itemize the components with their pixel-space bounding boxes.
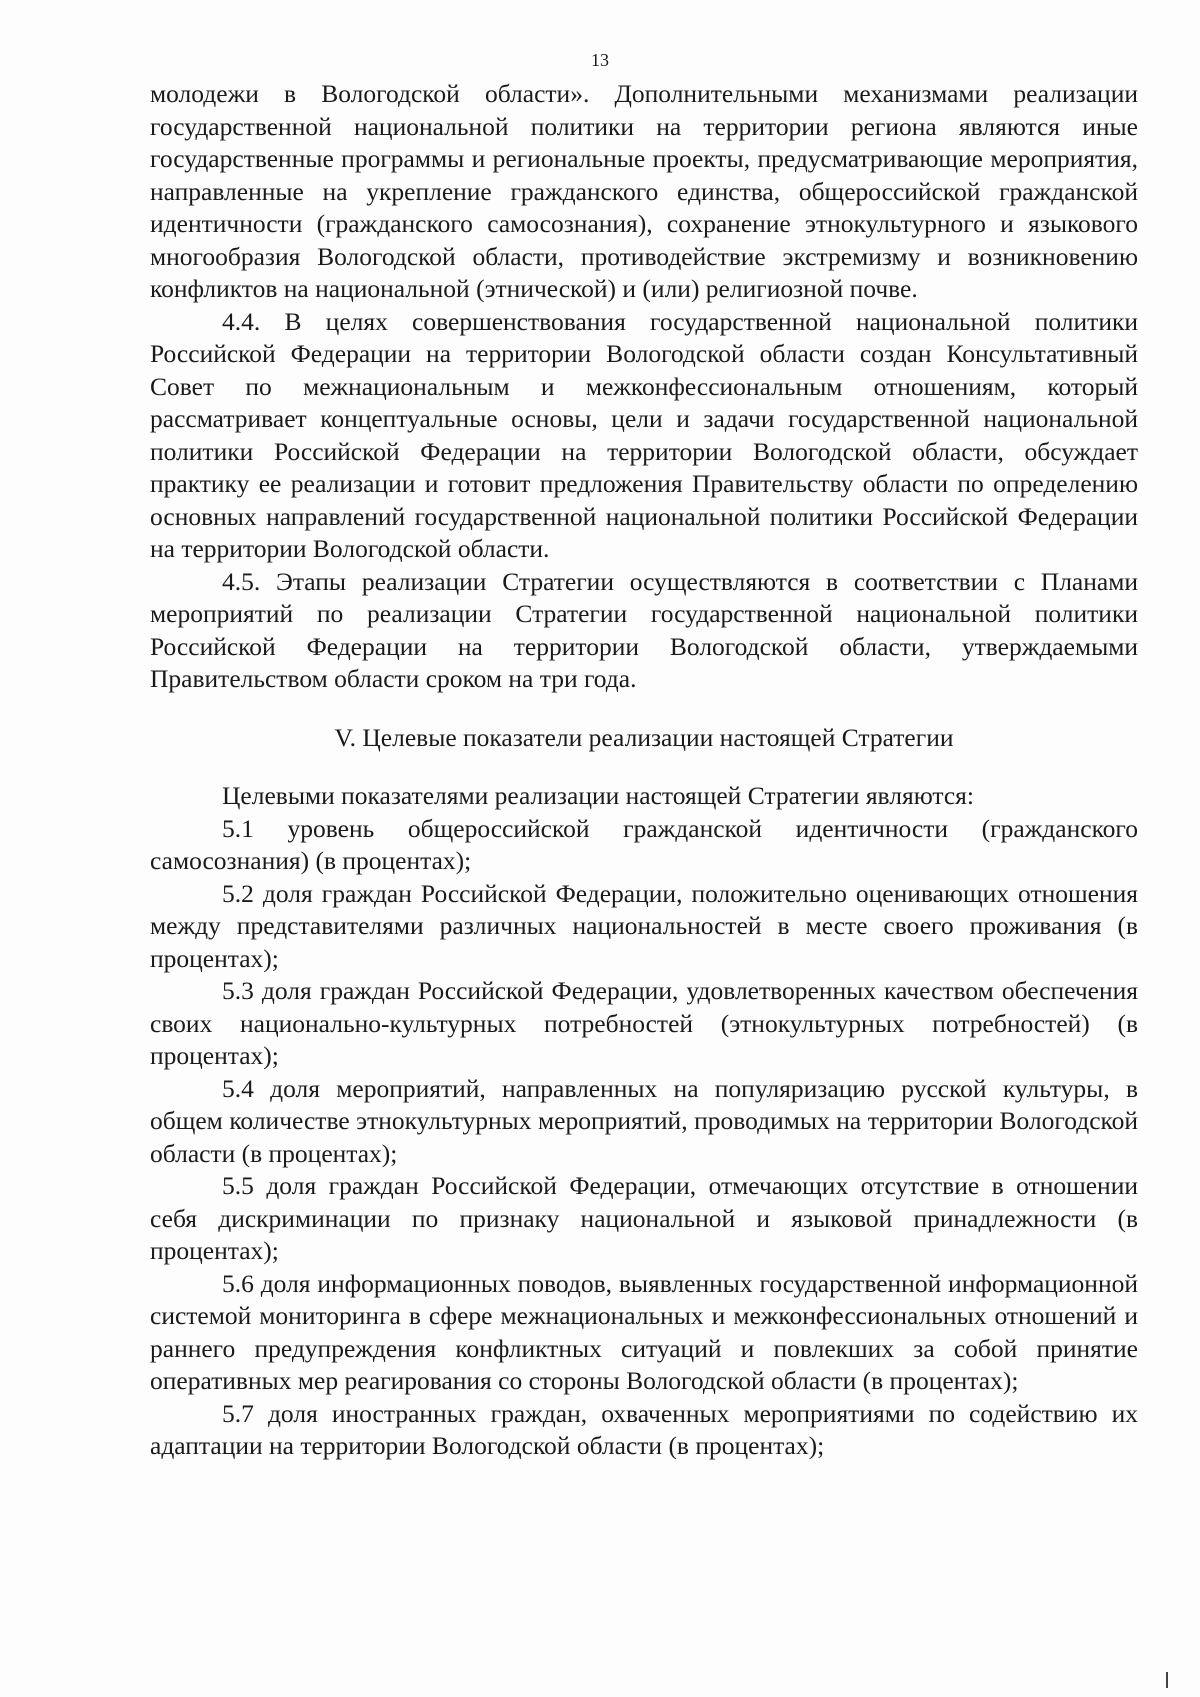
list-item-5-7: 5.7 доля иностранных граждан, охваченных мероприятиями по содействию их адаптации на территории Вологодской области (в процентах); (150, 1398, 1138, 1460)
scan-edge-mark (1166, 1672, 1168, 1688)
list-item-5-4: 5.4 доля мероприятий, направленных на популяризацию русской культуры, в общем количестве этнокультурных мероприятий, проводимых на территории Вологодской области (в процентах); (150, 1073, 1138, 1168)
list-item-5-3: 5.3 доля граждан Российской Федерации, удовлетворенных качеством обеспечения своих национально-культурных потребностей (этнокультурных потребностей) (в процентах); (150, 976, 1138, 1070)
section-intro: Целевыми показателями реализации настоящей Стратегии являются: (222, 781, 975, 810)
section-heading: V. Целевые показатели реализации настоящей Стратегии (334, 722, 954, 752)
list-item-5-1: 5.1 уровень общероссийской гражданской идентичности (гражданского самосознания) (в процентах); (150, 813, 1138, 875)
document-body (150, 78, 1138, 1463)
list-item-5-6: 5.6 доля информационных поводов, выявленных государственной информационной системой мониторинга в сфере межнациональных и межконфессиональных отношений и раннего предупреждения конфликтных ситуаций и повлекших за собой принятие оперативных мер реагирования со стороны Вологодской области (в процентах); (150, 1268, 1138, 1395)
paragraph-4-5: 4.5. Этапы реализации Стратегии осуществляются в соответствии с Планами мероприятий по реализации Стратегии государственной национальной политики Российской Федерации на территории Вологодской области, утверждаемыми Правительством области сроком на три года. (150, 566, 1138, 693)
page-number: 13 (591, 50, 609, 70)
paragraph-continuation: молодежи в Вологодской области». Дополнительными механизмами реализации государственной национальной политики на территории региона являются иные государственные программы и региональные проекты, предусматривающие мероприятия, направленные на укрепление гражданского единства, общероссийской гражданской идентичности (гражданского самосознания), сохранение этнокультурного и языкового многообразия Вологодской области, противодействие экстремизму и возникновению конфликтов на национальной (этнической) и (или) религиозной почве. (150, 79, 1138, 303)
list-item-5-2: 5.2 доля граждан Российской Федерации, положительно оценивающих отношения между представителями различных национальностей в месте своего проживания (в процентах); (150, 878, 1138, 973)
list-item-5-5: 5.5 доля граждан Российской Федерации, отмечающих отсутствие в отношении себя дискриминации по признаку национальной и языковой принадлежности (в процентах); (150, 1171, 1138, 1265)
paragraph-4-4: 4.4. В целях совершенствования государственной национальной политики Российской Федерации на территории Вологодской области создан Консультативный Совет по межнациональным и межконфессиональным отношениям, который рассматривает концептуальные основы, цели и задачи государственной национальной политики Российской Федерации на территории Вологодской области, обсуждает практику ее реализации и готовит предложения Правительству области по определению основных направлений государственной национальной политики Российской Федерации на территории Вологодской области. (150, 306, 1138, 563)
